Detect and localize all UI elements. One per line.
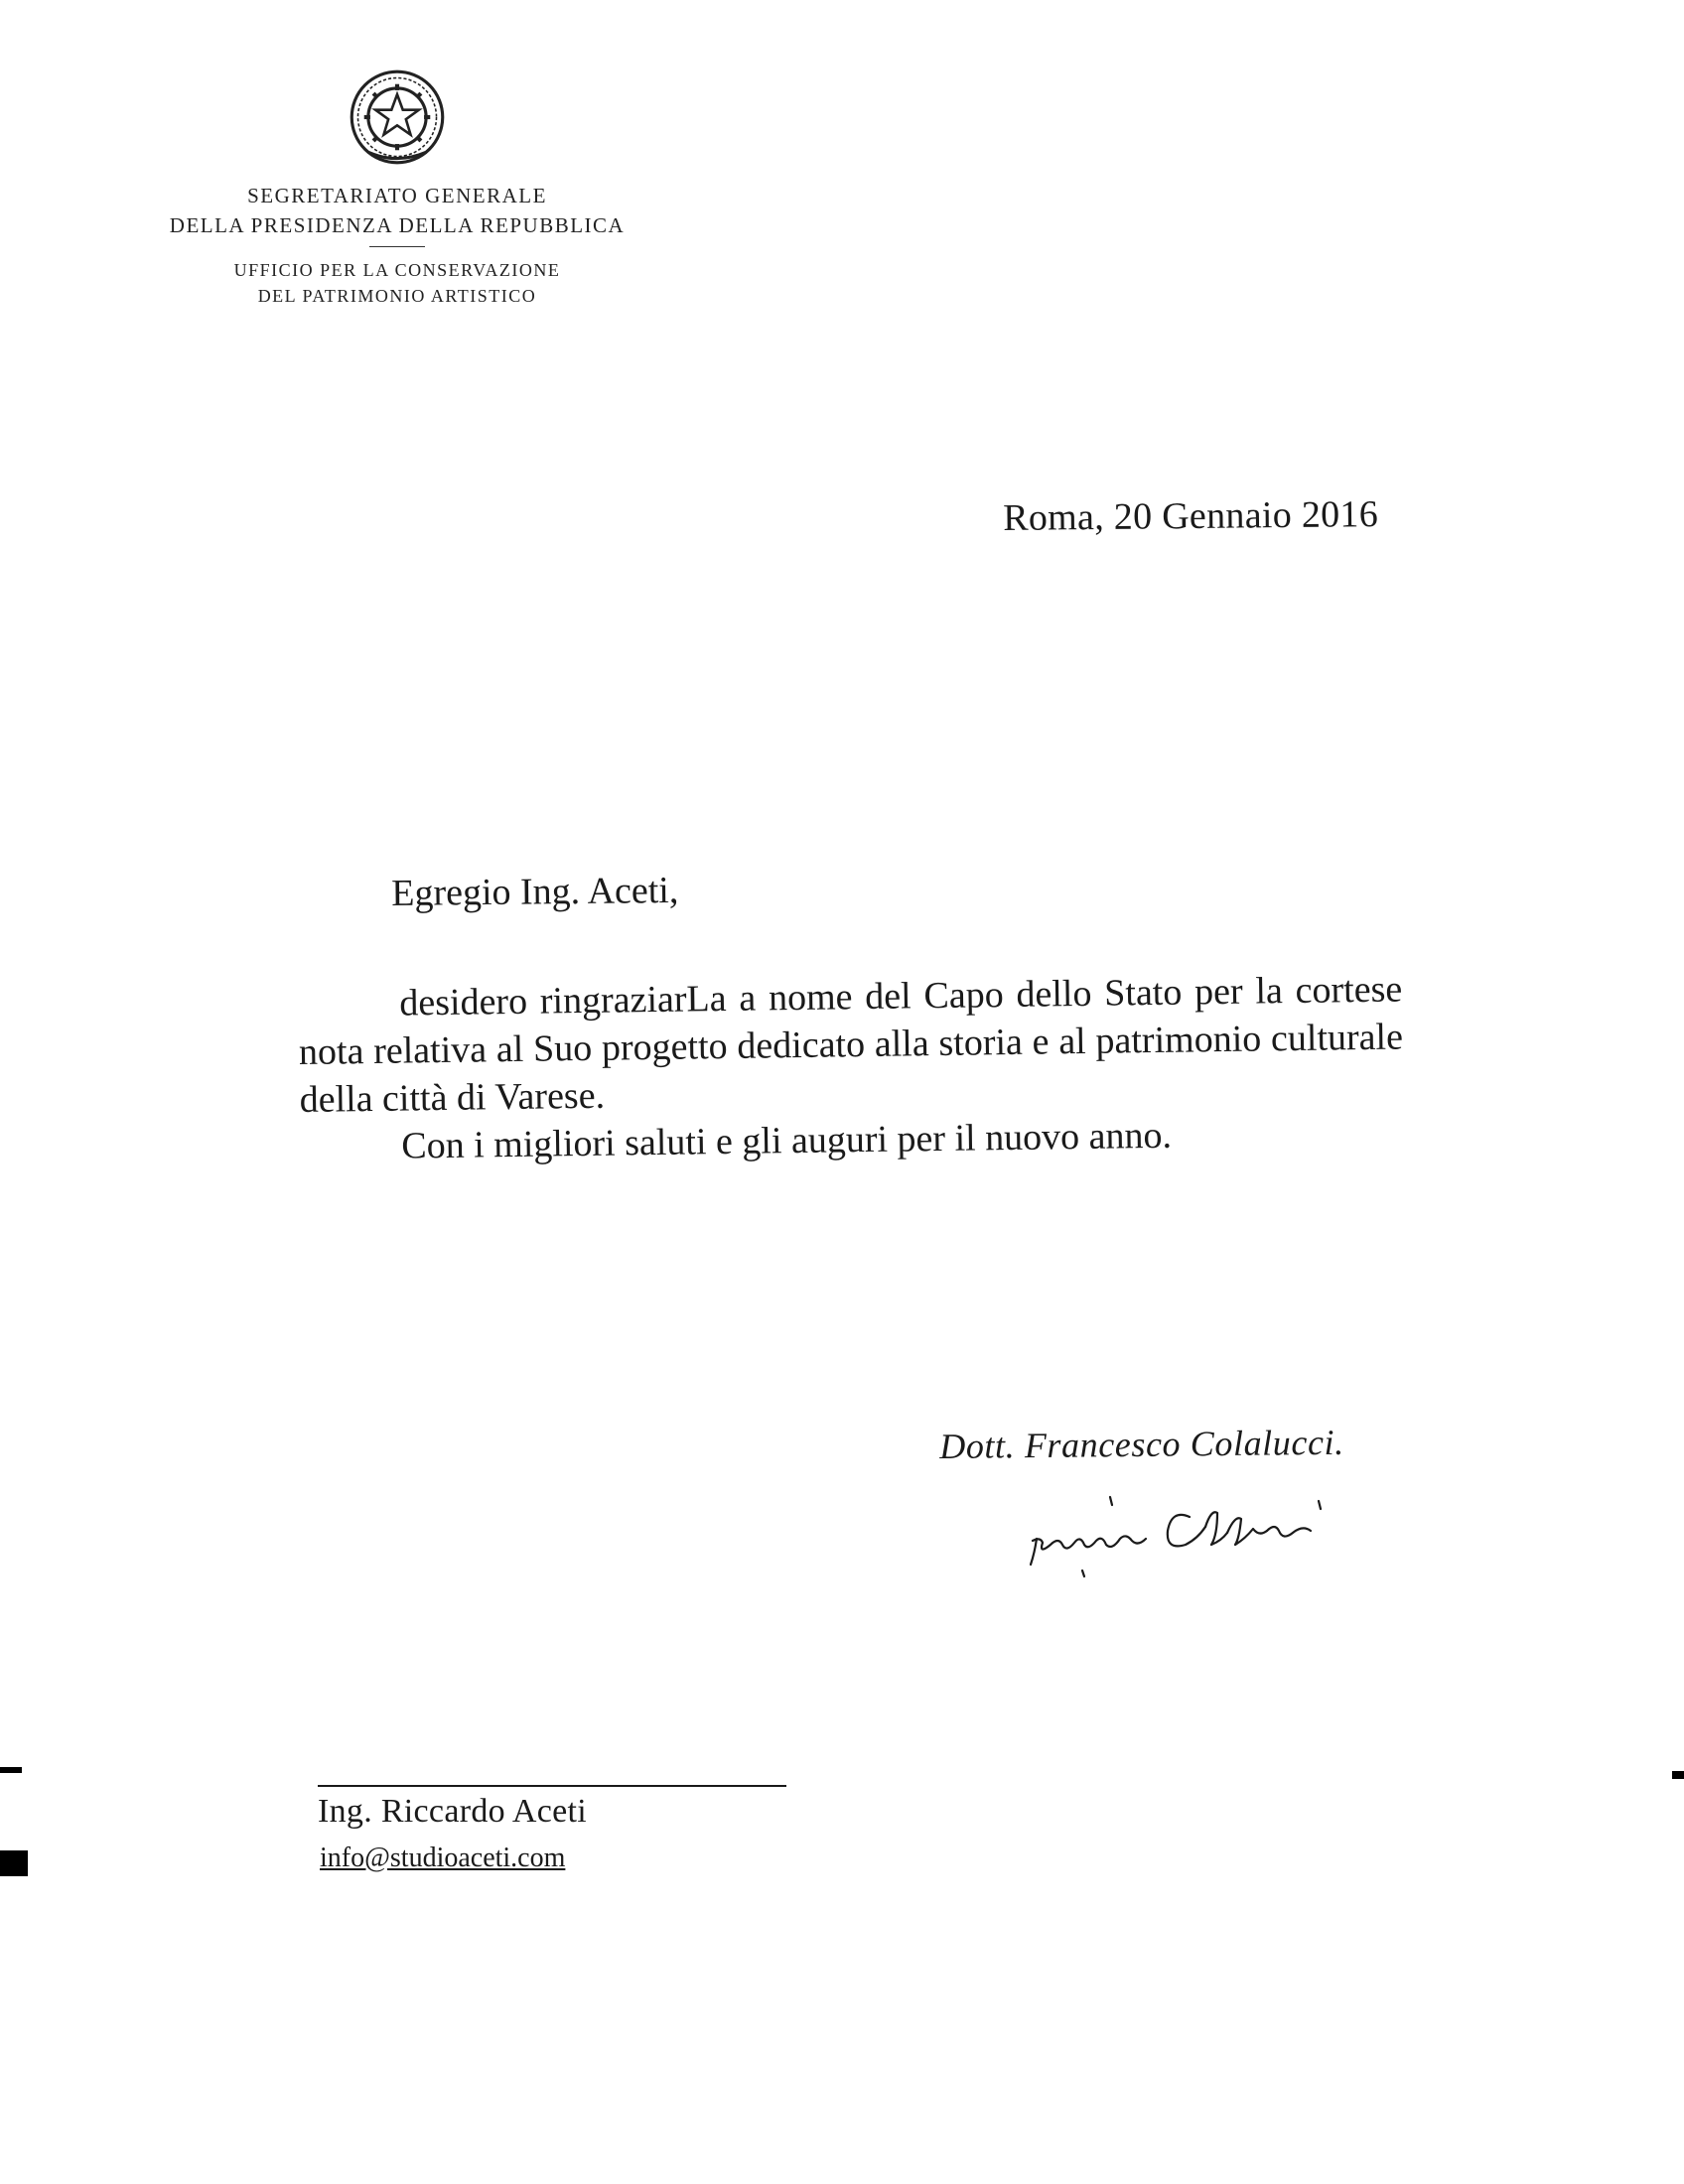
letter-date: Roma, 20 Gennaio 2016 — [1003, 493, 1379, 539]
body-paragraph-1: desidero ringraziarLa a nome del Capo dello Stato per la cortese nota relativa al Suo progetto dedicato alla storia e al patrimonio culturale della città di Varese. — [298, 968, 1404, 1121]
scan-mark-left-bottom — [0, 1850, 28, 1876]
letterhead-office-sub: DEL PATRIMONIO ARTISTICO — [257, 286, 537, 306]
signatory-name: Dott. Francesco Colalucci. — [939, 1422, 1344, 1466]
recipient-rule — [318, 1785, 786, 1787]
letter-body — [298, 965, 1405, 1171]
letterhead-divider — [369, 246, 425, 247]
salutation: Egregio Ing. Aceti, — [391, 869, 679, 914]
body-paragraph-2: Con i migliori saluti e gli auguri per il nuovo anno. — [401, 1114, 1173, 1167]
letterhead-office: UFFICIO PER LA CONSERVAZIONE — [233, 260, 561, 280]
scan-mark-left-top — [0, 1767, 22, 1773]
recipient-email-link[interactable]: info@studioaceti.com — [320, 1843, 566, 1873]
handwritten-signature-icon — [1023, 1479, 1350, 1588]
italian-republic-emblem-icon — [346, 66, 449, 169]
letterhead — [99, 181, 695, 309]
scan-mark-right — [1672, 1771, 1684, 1779]
letterhead-presidency: DELLA PRESIDENZA DELLA REPUBBLICA — [169, 213, 626, 237]
recipient-name: Ing. Riccardo Aceti — [318, 1793, 587, 1830]
letterhead-secretariat: SEGRETARIATO GENERALE — [247, 184, 547, 207]
